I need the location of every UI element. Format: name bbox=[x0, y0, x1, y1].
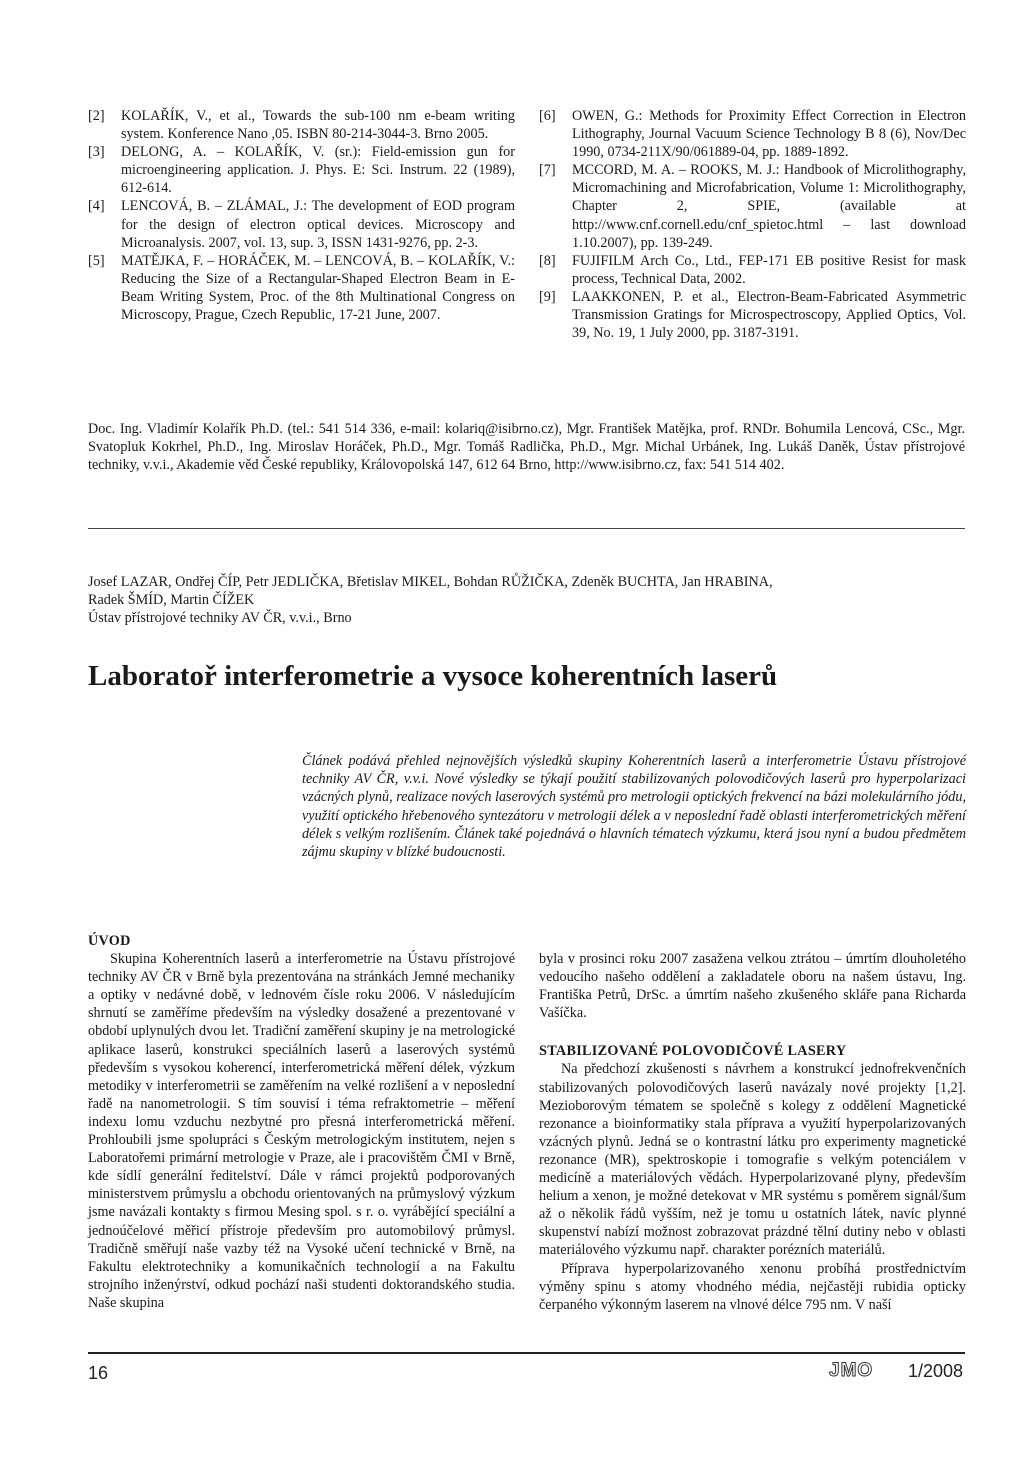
journal-logo: JMO bbox=[829, 1360, 874, 1381]
section-heading-intro: ÚVOD bbox=[88, 933, 131, 949]
institution: Ústav přístrojové techniky AV ČR, v.v.i., Brno bbox=[88, 610, 352, 627]
reference-number: [9] bbox=[539, 288, 556, 305]
lasers-paragraph-2: Příprava hyperpolarizovaného xenonu probíhá prostřednictvím výměny spinu s atomy vhodného média, nejčastěji rubidia opticky čerpaného výkonným laserem na vlnové délce 795 nm. V naší bbox=[539, 1260, 966, 1313]
intro-paragraph: Skupina Koherentních laserů a interferometrie na Ústavu přístrojové techniky AV ČR v Brně byla prezentována na stránkách Jemné mechaniky a optiky v nedávné době, v lednovém čísle roku 2006. V následujícím shrnutí se zaměříme především na výsledky dosažené a prezentované v období uplynulých dvou let. Tradiční zaměření skupiny je na metrologické aplikace laserů, konstrukci speciálních laserů a laserových systémů především s vysokou koherencí, interferometrická měření délek, výzkum metodiky v interferometrii se zaměřením na velké rozlišení a v neposlední řadě na nanometrologii. S tím souvisí i téma refraktometrie – měření indexu lomu vzduchu nezbytné pro přesná interferometrická měření. Prohloubili jsme spolupráci s Českým metrologickým institutem, nejen s Laboratořemi primární metrologie v Praze, ale i pracovištěm ČMI v Brně, kde sídlí generální ředitelství. Dále v rámci projektů podporovaných ministerstvem průmyslu a obchodu orientovaných na průmyslový výzkum jsme navázali kontakty s firmou Mesing spol. s r. o. vyrábějící speciální a jednoúčelové měřicí přístroje především pro automobilový průmysl. Tradičně směřují naše vazby též na Vysoké učení technické v Brně, na Fakultu elektrotechniky a komunikačních technologií a na Fakultu strojního inženýrství, odkud pochází naši studenti doktorandského studia. Naše skupina bbox=[88, 951, 515, 1311]
body-left-column bbox=[88, 932, 515, 1312]
lasers-paragraph-1: Na předchozí zkušenosti s návrhem a konstrukcí jednofrekvenčních stabilizovaných polovodičových laserů navázaly nové projekty [1,2]. Mezioborovým tématem se společně s kolegy z oddělení Magnetické rezonance a bioinformatiky stala příprava a využití hyperpolarizovaných vzácných plynů. Jedná se o kontrastní látku pro experimenty magnetické rezonance (MR), spektroskopie i tomografie s velkým potenciálem v medicíně a materiálových vědách. Hyperpolarizované plyny, především helium a xenon, je možné detekovat v MR systému s poměrem signál/šum až o několik řádů vyšším, než je tomu u ostatních látek, navíc plynné skupenství nabízí možnost zobrazovat prázdné tělní dutiny nebo v oblasti materiálového výzkumu např. charakter porézních materiálů. bbox=[539, 1061, 966, 1259]
reference-number: [4] bbox=[88, 198, 105, 215]
article-title: Laboratoř interferometrie a vysoce koherentních laserů bbox=[88, 660, 778, 692]
reference-number: [3] bbox=[88, 144, 105, 161]
footer-rule bbox=[88, 1352, 965, 1354]
abstract: Článek podává přehled nejnovějších výsledků skupiny Koherentních laserů a interferometrie Ústavu přístrojové techniky AV ČR, v.v.i. Nové výsledky se týkají použití stabilizovaných polovodičových laserů pro hyperpolarizaci vzácných plynů, realizace nových laserových systémů pro metrologii optických frekvencí na bázi molekulárního jódu, využití optického hřebenového syntezátoru v metrologii délek a v neposlední řadě oblasti interferometrických měření délek s velkým rozlišením. Článek také pojednává o hlavních tématech výzkumu, která jsou nyní a budou předmětem zájmu skupiny v blízké budoucnosti. bbox=[302, 753, 966, 861]
issue-number: 1/2008 bbox=[908, 1361, 964, 1381]
authors-block bbox=[88, 573, 965, 627]
references-left bbox=[88, 107, 515, 324]
reference-item bbox=[539, 161, 966, 251]
section-divider bbox=[88, 528, 965, 529]
reference-item bbox=[88, 107, 515, 143]
previous-article-affiliation: Doc. Ing. Vladimír Kolařík Ph.D. (tel.: 541 514 336, e-mail: kolariq@isibrno.cz), Mgr. František Matějka, prof. RNDr. Bohumila Lencová, CSc., Mgr. Svatopluk Kokrhel, Ph.D., Ing. Miroslav Horáček, Ph.D., Mgr. Tomáš Radlička, Ph.D., Mgr. Michal Urbánek, Ing. Lukáš Daněk, Ústav přístrojové techniky, v.v.i., Akademie věd České republiky, Královopolská 147, 612 64 Brno, http://www.isibrno.cz, fax: 541 514 402. bbox=[88, 421, 965, 474]
reference-item bbox=[88, 252, 515, 324]
reference-text: MCCORD, M. A. – ROOKS, M. J.: Handbook of Microlithography, Micromachining and Microfabrication, Volume 1: Microlithography, Chapter 2, SPIE, (available at http://www.cnf.cornell.edu/cnf_spietoc.html – last download 1.10.2007), pp. 139-249. bbox=[572, 162, 966, 251]
authors-line-2: Radek ŠMÍD, Martin ČÍŽEK bbox=[88, 592, 255, 609]
reference-item bbox=[539, 107, 966, 161]
reference-number: [7] bbox=[539, 162, 556, 179]
authors-line-1: Josef LAZAR, Ondřej ČÍP, Petr JEDLIČKA, Břetislav MIKEL, Bohdan RŮŽIČKA, Zdeněk BUCHTA, Jan HRABINA, bbox=[88, 574, 773, 590]
reference-number: [6] bbox=[539, 108, 556, 124]
page-number: 16 bbox=[88, 1363, 109, 1383]
reference-item bbox=[539, 288, 966, 342]
body-right-column bbox=[539, 950, 966, 1314]
reference-text: MATĚJKA, F. – HORÁČEK, M. – LENCOVÁ, B. – KOLAŘÍK, V.: Reducing the Size of a Rectangular-Shaped Electron Beam in E-Beam Writing System, Proc. of the 8th Multinational Congress on Microscopy, Prague, Czech Republic, 17-21 June, 2007. bbox=[121, 252, 515, 324]
reference-text: LENCOVÁ, B. – ZLÁMAL, J.: The development of EOD program for the design of electron optical devices. Microscopy and Microanalysis. 2007, vol. 13, sup. 3, ISSN 1431-9276, pp. 2-3. bbox=[121, 198, 515, 251]
section-heading-lasers: STABILIZOVANÉ POLOVODIČOVÉ LASERY bbox=[539, 1043, 847, 1060]
reference-item bbox=[88, 143, 515, 197]
reference-number: [8] bbox=[539, 252, 556, 269]
reference-number: [2] bbox=[88, 108, 105, 124]
reference-text: LAAKKONEN, P. et al., Electron-Beam-Fabricated Asymmetric Transmission Gratings for Microspectroscopy, Applied Optics, Vol. 39, No. 19, 1 July 2000, pp. 3187-3191. bbox=[572, 288, 966, 342]
reference-number: [5] bbox=[88, 252, 105, 269]
reference-item bbox=[539, 252, 966, 288]
reference-text: FUJIFILM Arch Co., Ltd., FEP-171 EB positive Resist for mask process, Technical Data, 2002. bbox=[572, 252, 966, 287]
reference-text: DELONG, A. – KOLAŘÍK, V. (sr.): Field-emission gun for microengineering application. J. Phys. E: Sci. Instrum. 22 (1989), 612-614. bbox=[121, 144, 515, 197]
reference-text: KOLAŘÍK, V., et al., Towards the sub-100 nm e-beam writing system. Konference Nano ,05. ISBN 80-214-3044-3. Brno 2005. bbox=[121, 108, 515, 143]
reference-text: OWEN, G.: Methods for Proximity Effect Correction in Electron Lithography, Journal Vacuum Science Technology B 8 (6), Nov/Dec 1990, 0734-211X/90/061889-04, pp. 1889-1892. bbox=[572, 108, 966, 161]
references-right bbox=[539, 107, 966, 342]
intro-paragraph-continued: byla v prosinci roku 2007 zasažena velkou ztrátou – úmrtím dlouholetého vedoucího našeho oddělení a zakladatele oboru na našem ústavu, Ing. Františka Petrů, DrSc. a úmrtím našeho zkušeného skláře pana Richarda Vašíčka. bbox=[539, 951, 966, 1022]
reference-item bbox=[88, 197, 515, 251]
